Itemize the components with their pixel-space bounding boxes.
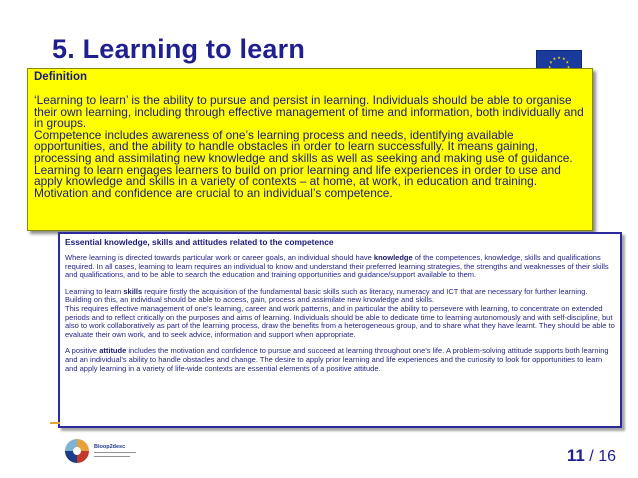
page-current: 11 xyxy=(566,446,585,465)
attitude-keyword: attitude xyxy=(99,346,127,356)
logo-name: Bloop2desc xyxy=(94,444,126,450)
decorative-dash xyxy=(50,422,60,424)
skills-text-post: require firstly the acquisition of the fundamental basic skills such as literacy, numeracy and ICT that are necessary for further learning. Building on this, an individual should be able to access, gain, process and assimilate new knowledge and skills. xyxy=(65,286,588,305)
definition-paragraph-2: Competence includes awareness of one’s learning process and needs, identifying available opportunities, and the ability to handle obstacles in order to learn successfully. It means gaining, processing and assimilating new knowledge and skills as well as seeking and making use of guidance. xyxy=(34,127,573,165)
page-total: 16 xyxy=(598,448,616,465)
definition-paragraph-1: ‘Learning to learn’ is the ability to pursue and persist in learning. Individuals should be able to organise their own learning, including through effective management of time and information, both individually and in groups. xyxy=(34,93,584,131)
flag-star: ★ xyxy=(549,60,553,65)
knowledge-text-post: of the competences, knowledge, skills and qualifications required. In all cases, learning to learn requires an individual to know and understand their preferred learning strategies, the strengths and weaknesses of their skills and qualifications, and to be able to search the education and training opportunities and guidance/support available to them. xyxy=(65,253,609,280)
definition-paragraph-3: Learning to learn engages learners to build on prior learning and life experiences in order to use and apply knowledge and skills in a variety of contexts – at home, at work, in education and training. xyxy=(34,162,561,189)
attitude-text-post: includes the motivation and confidence to pursue and succeed at learning throughout one’s life. A problem-solving attitude supports both learning and an individual’s ability to handle obstacles and change. The desire to apply prior learning and life experiences and the curiosity to look for opportunities to learn and apply learning in a variety of life-wide contexts are essential elements of a positive attitude. xyxy=(65,346,609,373)
page-separator: / xyxy=(584,448,599,465)
logo-tagline: ▬▬▬▬▬▬▬▬▬▬▬▬▬▬ ▬▬▬▬▬▬▬▬▬▬▬▬ xyxy=(94,450,136,458)
knowledge-paragraph xyxy=(65,254,616,280)
definition-paragraph-4: Motivation and confidence are crucial to an individual’s competence. xyxy=(34,185,393,200)
knowledge-text-pre: Where learning is directed towards particular work or career goals, an individual should have xyxy=(65,253,374,262)
flag-star: ★ xyxy=(552,57,556,62)
knowledge-keyword: knowledge xyxy=(373,253,413,262)
attitude-text-pre: A positive xyxy=(65,346,100,356)
slide-title: 5. Learning to learn xyxy=(52,34,306,64)
skills-keyword: skills xyxy=(123,286,143,296)
definition-heading: Definition xyxy=(34,71,88,83)
definition-box xyxy=(27,68,593,231)
project-logo-icon xyxy=(64,438,90,464)
skills-paragraph xyxy=(65,288,616,305)
flag-star: ★ xyxy=(562,57,566,62)
flag-star: ★ xyxy=(565,60,569,65)
flag-star: ★ xyxy=(557,55,561,60)
skills-paragraph-2: This requires effective management of one’s learning, career and work patterns, and in particular the ability to persevere with learning, to concentrate on extended periods and to reflect critically on the purposes and aims of learning. Individuals should be able to dedicate time to learning autonomously and with self-discipline, but also to work collaboratively as part of the learning process, draw the benefits from a heterogeneous group, and to share what they have learnt. They should be able to evaluate their own work, and to seek advice, information and support when appropriate. xyxy=(65,303,615,339)
page-number xyxy=(567,446,616,466)
essential-heading: Essential knowledge, skills and attitudes related to the competence xyxy=(65,237,334,247)
essential-box xyxy=(58,232,622,428)
skills-text-pre: Learning to learn xyxy=(65,286,124,296)
attitude-paragraph xyxy=(65,347,616,373)
project-logo xyxy=(64,438,154,466)
